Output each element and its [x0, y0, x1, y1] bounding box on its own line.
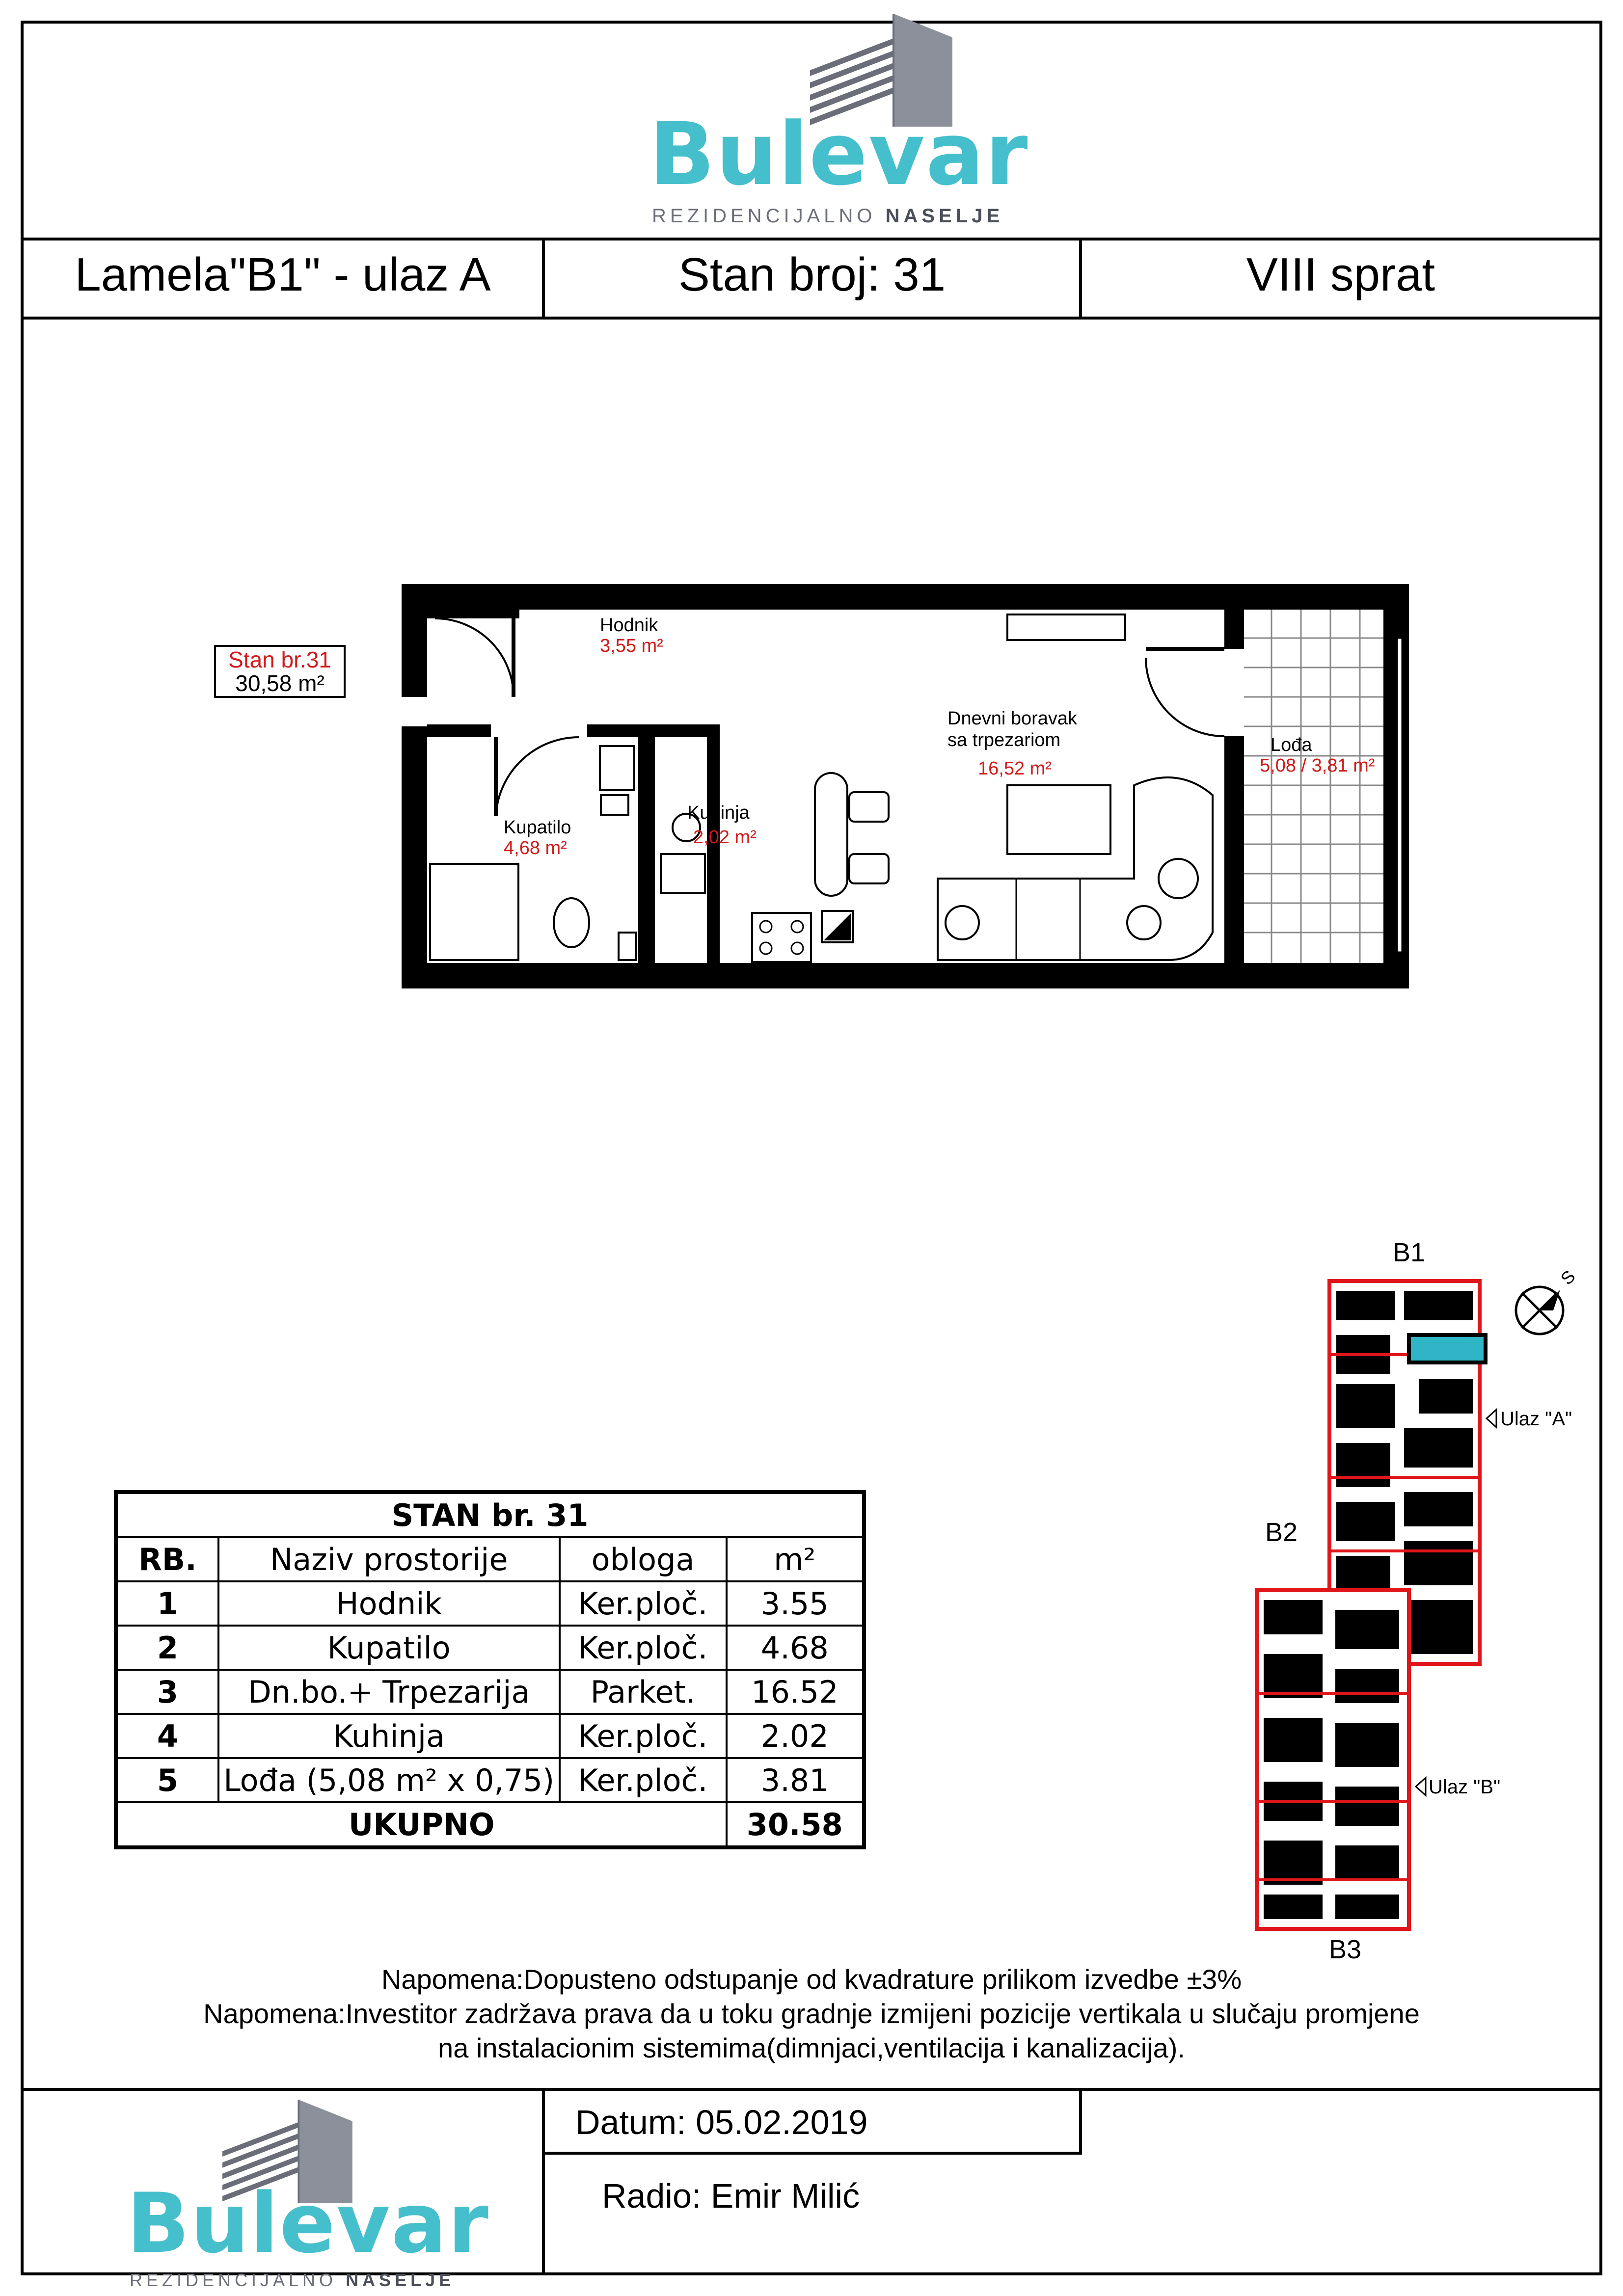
table-row: [116, 1581, 864, 1626]
table-total-row: [116, 1802, 864, 1847]
table-cell-m2: 2.02: [727, 1714, 864, 1758]
footer-brand-name: Bulevar: [127, 2175, 489, 2271]
note-1: Napomena:Dopusteno odstupanje od kvadrature prilikom izvedbe ±3%: [381, 1964, 1242, 1995]
footer-divider-mid: [542, 2152, 1082, 2155]
header-stan-broj: Stan broj: 31: [678, 248, 946, 301]
shower: [430, 864, 518, 960]
bath-door-swing: [496, 737, 579, 816]
table-cell-obloga: Parket.: [560, 1670, 727, 1714]
compass-label: S: [1556, 1266, 1579, 1289]
note-2: Napomena:Investitor zadržava prava da u toku gradnje izmijeni pozicije vertikala u slučaju promjene: [203, 1998, 1420, 2029]
keyplan-apartment-highlight: [1409, 1335, 1486, 1362]
bar-stool: [849, 854, 889, 883]
room-kuhinja-name: Kuhinja: [687, 802, 750, 823]
ulaz-b-arrow-icon: [1416, 1778, 1426, 1795]
table-row: [116, 1626, 864, 1670]
loggia-wall: [1224, 736, 1244, 963]
table-cell-m2: 3.81: [727, 1758, 864, 1802]
wall-left-upper: [402, 584, 427, 697]
table-header-obloga: obloga: [560, 1537, 727, 1581]
footer-divider-v1: [542, 2088, 545, 2275]
table-title: STAN br. 31: [116, 1492, 864, 1537]
sink: [600, 746, 634, 790]
compass-icon: [1516, 1287, 1563, 1334]
loggia-tiles: [1244, 610, 1383, 963]
room-kuhinja-area: 2,02 m²: [693, 827, 757, 848]
keyplan-ulaz-a: Ulaz "A": [1500, 1408, 1572, 1430]
table-header-m2: m²: [727, 1537, 864, 1581]
floor-plan: [0, 0, 1623, 1031]
bath-kitchen-wall: [638, 724, 655, 963]
room-lodja-name: Lođa: [1271, 735, 1312, 755]
header-sprat: VIII sprat: [1246, 248, 1435, 301]
table-total-label: UKUPNO: [116, 1802, 727, 1847]
stan-area: 30,58 m²: [235, 670, 325, 696]
table-header-row: [116, 1537, 864, 1581]
loggia-door-swing: [1146, 658, 1224, 736]
table-title-row: [116, 1492, 864, 1537]
table-cell-rb: 2: [116, 1626, 218, 1670]
header-lamela: Lamela"B1" - ulaz A: [75, 248, 491, 301]
footer-divider-top: [21, 2088, 1602, 2091]
room-hodnik-name: Hodnik: [600, 615, 658, 636]
room-lodja-area: 5,08 / 3,81 m²: [1260, 755, 1375, 776]
stan-label: Stan br.31: [228, 647, 331, 672]
rooms-table: [114, 1490, 866, 1849]
key-plan: [1227, 1237, 1620, 1973]
room-kupatilo-area: 4,68 m²: [504, 838, 567, 858]
brand-subtitle-bold: NASELJE: [885, 205, 1004, 227]
room-dnevni-name2: sa trpezariom: [947, 730, 1061, 750]
loggia-wall-top: [1224, 610, 1244, 649]
table-row: [116, 1714, 864, 1758]
room-hodnik-area: 3,55 m²: [600, 636, 663, 656]
footer-brand-subtitle-prefix: REZIDENCIJALNO: [130, 2270, 337, 2290]
table-cell-obloga: Ker.ploč.: [560, 1714, 727, 1758]
table-cell-rb: 3: [116, 1670, 218, 1714]
table-cell-rb: 5: [116, 1758, 218, 1802]
keyplan-ulaz-b: Ulaz "B": [1429, 1776, 1501, 1798]
table-cell-naziv: Kuhinja: [218, 1714, 560, 1758]
toilet: [554, 898, 589, 947]
keyplan-b2-label: B2: [1265, 1518, 1298, 1547]
wall-left-lower: [402, 726, 427, 988]
table-cell-naziv: Kupatilo: [218, 1626, 560, 1670]
table-cell-m2: 4.68: [727, 1626, 864, 1670]
table-cell-m2: 3.55: [727, 1581, 864, 1626]
footer-radio: Radio: Emir Milić: [602, 2177, 860, 2215]
table-cell-m2: 16.52: [727, 1670, 864, 1714]
table-cell-obloga: Ker.ploč.: [560, 1758, 727, 1802]
footer-divider-v2: [1079, 2088, 1082, 2152]
table-cell-rb: 1: [116, 1581, 218, 1626]
footer-brand-subtitle-bold: NASELJE: [346, 2270, 455, 2290]
keyplan-b3-label: B3: [1328, 1935, 1362, 1964]
table-cell-naziv: Lođa (5,08 m² x 0,75): [218, 1758, 560, 1802]
table-cell-naziv: Dn.bo.+ Trpezarija: [218, 1670, 560, 1714]
brand-name: Bulevar: [649, 104, 1029, 205]
wall-top: [402, 584, 1409, 610]
keyplan-b1-label: B1: [1392, 1238, 1426, 1267]
room-dnevni-area: 16,52 m²: [978, 758, 1052, 779]
table-row: [116, 1758, 864, 1802]
room-kupatilo-name: Kupatilo: [504, 817, 571, 838]
ulaz-a-arrow-icon: [1487, 1410, 1496, 1427]
bar-counter: [815, 773, 847, 896]
coffee-table: [1007, 785, 1110, 854]
brand-subtitle-prefix: REZIDENCIJALNO: [652, 205, 876, 227]
bath-wall-top-left: [427, 724, 491, 737]
room-dnevni-name: Dnevni boravak: [947, 708, 1078, 729]
footer-datum: Datum: 05.02.2019: [575, 2103, 868, 2141]
washing-machine: [601, 795, 628, 815]
table-header-rb: RB.: [116, 1537, 218, 1581]
entry-door-swing: [435, 618, 514, 697]
stove: [752, 913, 811, 962]
table-cell-obloga: Ker.ploč.: [560, 1626, 727, 1670]
table-cell-obloga: Ker.ploč.: [560, 1581, 727, 1626]
entry-lintel: [402, 610, 519, 618]
table-cell-rb: 4: [116, 1714, 218, 1758]
table-total-value: 30.58: [727, 1802, 864, 1847]
radiator: [1007, 614, 1125, 640]
wall-right: [1383, 584, 1409, 988]
note-3: na instalacionim sistemima(dimnjaci,ventilacija i kanalizacija).: [438, 2032, 1185, 2063]
wall-bottom: [402, 963, 1409, 988]
loggia-glass: [1397, 638, 1402, 952]
table-cell-naziv: Hodnik: [218, 1581, 560, 1626]
table-header-naziv: Naziv prostorije: [218, 1537, 560, 1581]
bar-stool: [849, 792, 889, 822]
footer-brand-subtitle: [130, 2271, 455, 2289]
table-row: [116, 1670, 864, 1714]
